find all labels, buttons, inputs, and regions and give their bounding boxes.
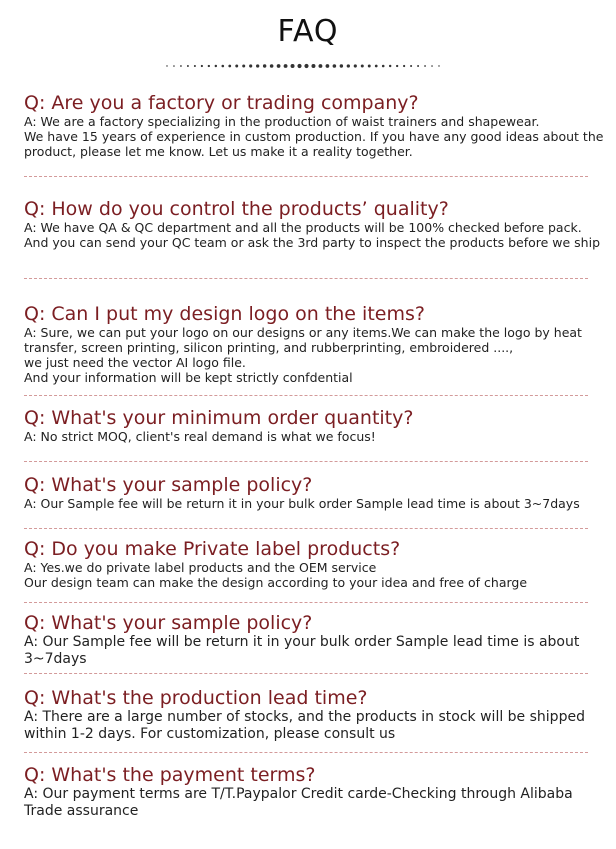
faq-divider — [24, 673, 588, 674]
faq-answer: A: Sure, we can put your logo on our designs or any items.We can make the logo by heat transfer, screen printing, silicon printing, and rubberprinting, embroidered ...., we just need the vector AI logo file. And your information will be kept strictly confdential — [24, 325, 582, 385]
faq-divider — [24, 176, 588, 177]
faq-question: Q: How do you control the products’ quality? — [24, 198, 449, 220]
faq-divider — [24, 461, 588, 462]
faq-question: Q: Are you a factory or trading company? — [24, 92, 419, 114]
faq-item — [24, 407, 608, 444]
faq-answer: A: We are a factory specializing in the production of waist trainers and shapewear. We have 15 years of experience in custom production. If you have any good ideas about the product, please let me know. Let us make it a reality together. — [24, 114, 604, 159]
title-dot-divider — [163, 62, 443, 70]
faq-item — [24, 687, 608, 743]
faq-item — [24, 764, 608, 820]
page-title: FAQ — [277, 14, 339, 49]
faq-question: Q: What's your minimum order quantity? — [24, 407, 414, 429]
faq-answer: A: We have QA & QC department and all the products will be 100% checked before pack. And you can send your QC team or ask the 3rd party to inspect the products before we ship — [24, 220, 601, 250]
faq-divider — [24, 602, 588, 603]
faq-item — [24, 92, 608, 159]
faq-divider — [24, 752, 588, 753]
faq-question: Q: What's the production lead time? — [24, 687, 368, 709]
faq-divider — [24, 278, 588, 279]
faq-question: Q: Do you make Private label products? — [24, 538, 401, 560]
faq-question: Q: What's the payment terms? — [24, 764, 316, 786]
faq-answer: A: There are a large number of stocks, and the products in stock will be shipped within 1-2 days. For customization, please consult us — [24, 709, 585, 742]
faq-divider — [24, 528, 588, 529]
faq-answer: A: Our payment terms are T/T.Paypalor Credit carde-Checking through Alibaba Trade assurance — [24, 786, 573, 819]
faq-question: Q: What's your sample policy? — [24, 474, 313, 496]
faq-answer: A: Our Sample fee will be return it in your bulk order Sample lead time is about 3~7days — [24, 496, 580, 511]
faq-item — [24, 612, 608, 668]
faq-item — [24, 538, 608, 590]
faq-answer: A: Yes.we do private label products and the OEM service Our design team can make the design according to your idea and free of charge — [24, 560, 528, 590]
faq-item — [24, 198, 608, 250]
faq-answer: A: Our Sample fee will be return it in your bulk order Sample lead time is about 3~7days — [24, 634, 580, 667]
faq-item — [24, 303, 608, 385]
faq-divider — [24, 395, 588, 396]
faq-answer: A: No strict MOQ, client's real demand is what we focus! — [24, 429, 376, 444]
faq-question: Q: What's your sample policy? — [24, 612, 313, 634]
faq-question: Q: Can I put my design logo on the items? — [24, 303, 425, 325]
faq-item — [24, 474, 608, 511]
